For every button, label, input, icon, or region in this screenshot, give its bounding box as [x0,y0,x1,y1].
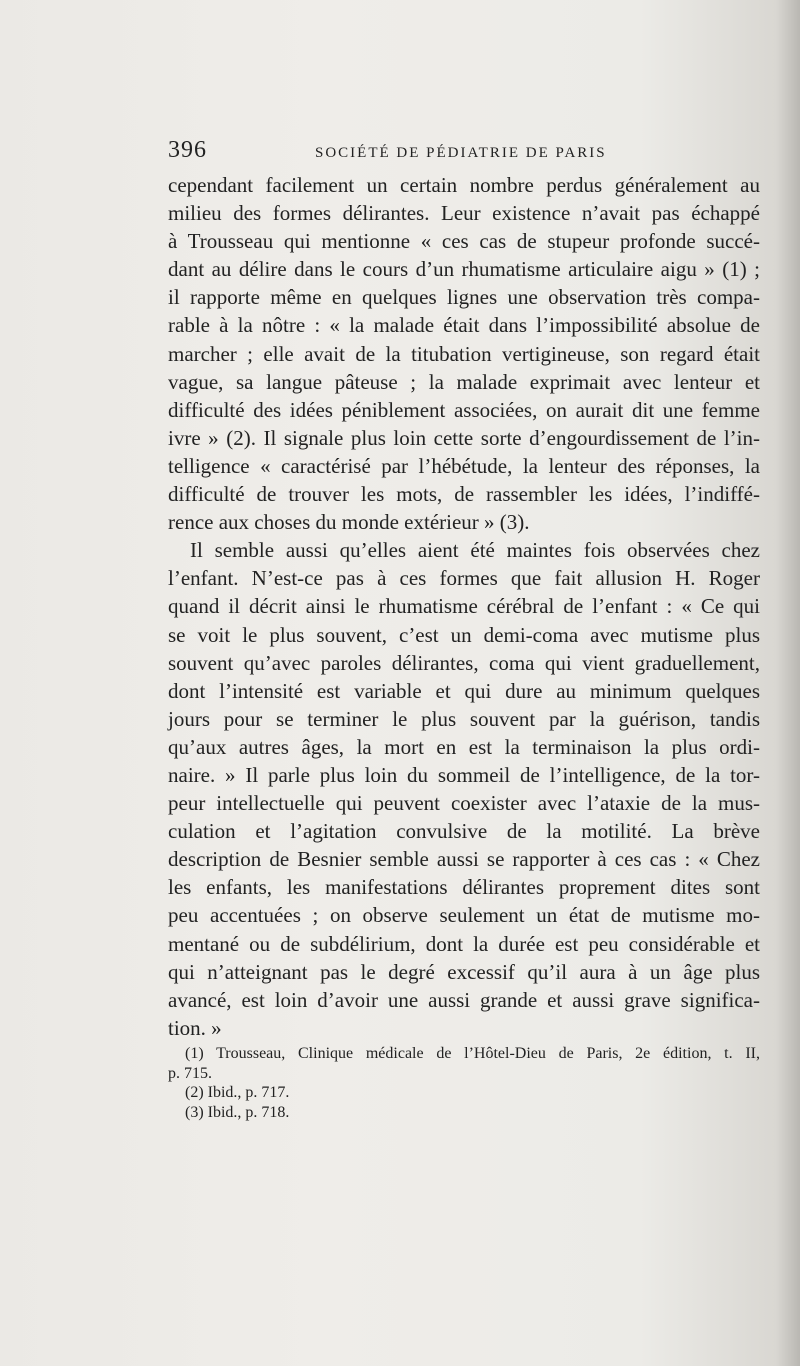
text-line: difficulté de trouver les mots, de rassembler les idées, l’indiffé- [168,482,760,507]
text-line: peu accentuées ; on observe seulement un état de mutisme mo- [168,903,760,928]
text-line: souvent qu’avec paroles délirantes, coma qui vient graduellement, [168,650,760,675]
footnote-3: (3) Ibid., p. 718. [185,1103,290,1121]
footnotes [168,1044,760,1122]
text-line: qu’aux autres âges, la mort en est la terminaison la plus ordi- [168,734,760,759]
running-head: SOCIÉTÉ DE PÉDIATRIE DE PARIS [315,145,607,161]
text-line: les enfants, les manifestations délirantes proprement dites sont [168,875,760,900]
text-line: avancé, est loin d’avoir une aussi grande et aussi grave significa- [168,987,760,1012]
text-line: quand il décrit ainsi le rhumatisme cérébral de l’enfant : « Ce qui [168,594,760,619]
text-line: vague, sa langue pâteuse ; la malade exprimait avec lenteur et [168,369,760,394]
text-line: se voit le plus souvent, c’est un demi-coma avec mutisme plus [168,622,760,647]
footnote-2: (2) Ibid., p. 717. [185,1084,290,1101]
text-line: rable à la nôtre : « la malade était dans l’impossibilité absolue de [168,313,760,338]
footnote-1: (1) Trousseau, Clinique médicale de l’Hôtel-Dieu de Paris, 2e édition, t. II, [185,1045,760,1062]
body-text [168,171,760,1042]
text-line: culation et l’agitation convulsive de la motilité. La brève [168,819,760,844]
text-line: dont l’intensité est variable et qui dure au minimum quelques [168,678,760,703]
page-header [168,137,760,167]
text-line: jours pour se terminer le plus souvent par la guérison, tandis [168,706,760,731]
text-line: difficulté des idées péniblement associées, on aurait dit une femme [168,397,760,422]
text-line: à Trousseau qui mentionne « ces cas de stupeur profonde succé- [168,229,760,254]
text-line: l’enfant. N’est-ce pas à ces formes que fait allusion H. Roger [168,566,760,591]
text-line: il rapporte même en quelques lignes une observation très compa- [168,285,760,310]
text-line: description de Besnier semble aussi se rapporter à ces cas : « Chez [168,847,760,872]
text-line: naire. » Il parle plus loin du sommeil de l’intelligence, de la tor- [168,762,760,787]
text-line: ivre » (2). Il signale plus loin cette sorte d’engourdissement de l’in- [168,425,760,450]
text-line: cependant facilement un certain nombre perdus généralement au [168,173,760,197]
text-line: qui n’atteignant pas le degré excessif qu’il aura à un âge plus [168,959,760,984]
text-line: marcher ; elle avait de la titubation vertigineuse, son regard était [168,341,760,366]
text-line: rence aux choses du monde extérieur » (3). [168,510,530,535]
text-line: tion. » [168,1015,222,1040]
text-line: peur intellectuelle qui peuvent coexister avec l’ataxie de la mus- [168,791,760,816]
footnote-1-continued: p. 715. [168,1064,212,1082]
text-line: Il semble aussi qu’elles aient été maintes fois observées chez [190,538,760,563]
text-line: telligence « caractérisé par l’hébétude, la lenteur des réponses, la [168,453,760,478]
text-line: mentané ou de subdélirium, dont la durée est peu considérable et [168,931,760,956]
page-number: 396 [168,137,207,163]
text-line: dant au délire dans le cours d’un rhumatisme articulaire aigu » (1) ; [168,257,760,282]
text-line: milieu des formes délirantes. Leur existence n’avait pas échappé [168,201,760,226]
